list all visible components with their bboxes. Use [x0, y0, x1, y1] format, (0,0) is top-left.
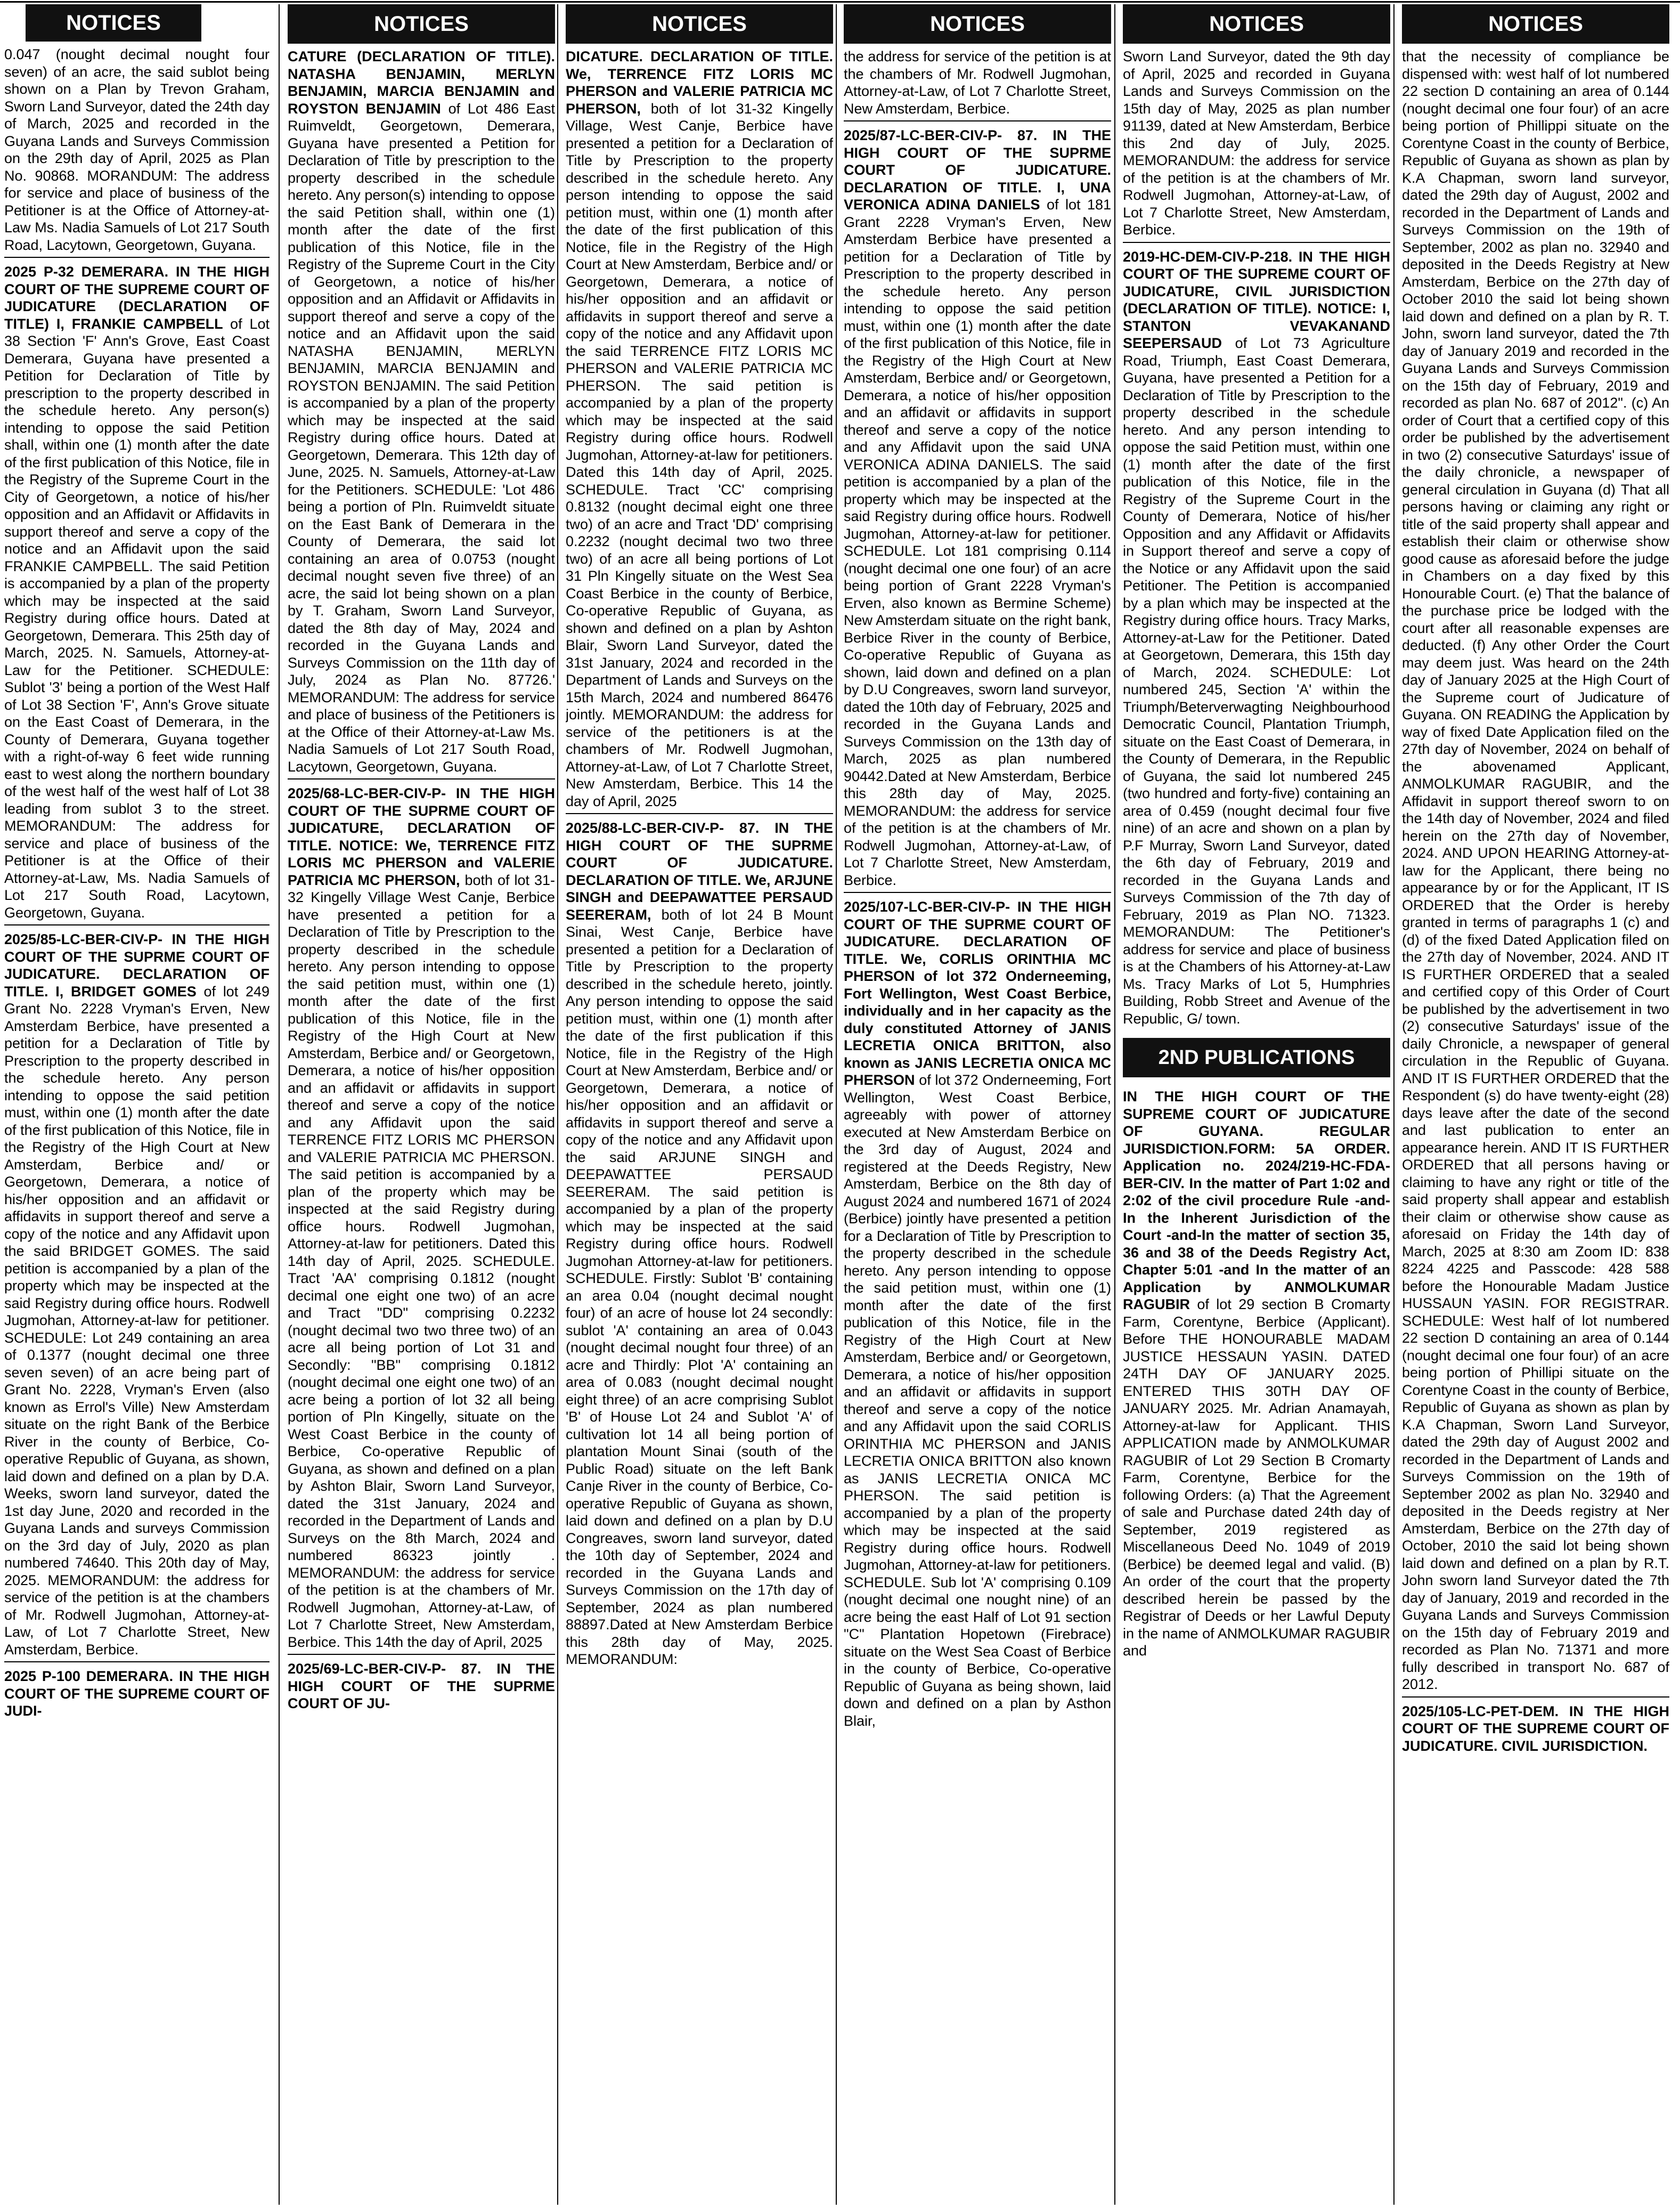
column-4 [844, 4, 1111, 2205]
notice-body: both of lot 31-32 Kingelly Village West Canje, Berbice have presented a petition for a Declaration of Title by Prescription to the property described in the schedule hereto. Any person intending to oppose the said petition must, within one (1) month after the date of the first publication of this Notice, file in the Registry of the High Court at New Amsterdam, Berbice and/ or Georgetown, Demerara, a notice of his/her opposition and an affidavit or affidavits in support thereof and serve a copy of the notice and any Affidavit upon the said TERRENCE FITZ LORIS MC PHERSON and VALERIE PATRICIA MC PHERSON. The said petition is accompanied by a plan of the property which may be inspected at the said Registry during office hours. Rodwell Jugmohan, Attorney-at-law for petitioners. Dated this 14th day of April, 2025. SCHEDULE. Tract 'AA' comprising 0.1812 (nought decimal one eight one two) of an acre and Tract "DD" comprising 0.2232 (nought decimal two two three two) of an acre all being portion of Lot 31 and Secondly: "BB" comprising 0.1812 (nought decimal one eight one two) of an acre being a portion of lot 32 all being portion of Pln Kingelly, situate on the West Coast Berbice in the county of Berbice, Co-operative Republic of Guyana, as shown and defined on a plan by Ashton Blair, Sworn Land Surveyor, dated the 31st January, 2024 and recorded in the Department of Lands and Surveys on the 8th March, 2024 and numbered 86323 jointly . MEMORANDUM: the address for service of the petition is at the chambers of Mr. Rodwell Jugmohan, Attorney-at-Law, of Lot 7 Charlotte Street, New Amsterdam, Berbice. This 14th the day of April, 2025 [288, 872, 555, 1650]
notice-case-title: 2025/88-LC-BER-CIV-P- 87. IN THE HIGH COURT OF THE SUPRME COURT OF JUDICATURE. DECLARATION OF TITLE. We, ARJUNE SINGH and DEEPAWATTEE PERSAUD SEERERAM, [566, 820, 833, 923]
notice-item [288, 1660, 555, 1716]
notice-body: of lot 29 section B Cromarty Farm, Corentyne, Berbice (Applicant). Before THE HONOURABLE MADAM JUSTICE HESSAUN YASIN. DATED 24TH DAY OF JANUARY 2025. ENTERED THIS 30TH DAY OF JANUARY 2025. Mr. Adrian Anamayah, Attorney-at-law for Applicant. THIS APPLICATION made by ANMOLKUMAR RAGUBIR of Lot 29 Section B Cromarty Farm, Corentyne, Berbice for the following Orders: (a) That the Agreement of sale and Purchase dated 24th day of September, 2019 registered as Miscellaneous Deed No. 1049 of 2019 (Berbice) be deemed legal and valid. (B) An order of the court that the property described herein be passed by the Registrar of Deeds or her Lawful Deputy in the name of ANMOLKUMAR RAGUBIR and [1123, 1296, 1390, 1659]
notices-heading: NOTICES [566, 4, 833, 44]
column-divider [279, 4, 280, 2205]
notice-body: Sworn Land Surveyor, dated the 9th day of April, 2025 and recorded in Guyana Lands and Surveys Commission on the 15th day of May, 2025 as plan number 91139, dated at New Amsterdam, Berbice this 2nd day of July, 2025. MEMORANDUM: the address for service of the petition is at the chambers of Mr. Rodwell Jugmohan, Attorney-at-Law, of Lot 7 Charlotte Street, New Amsterdam, Berbice. [1123, 48, 1390, 238]
notice-case-title: DICATURE. DECLARATION OF TITLE. We, TERRENCE FITZ LORIS MC PHERSON and VALERIE PATRICIA MC PHERSON, [566, 48, 833, 117]
notice-body: that the necessity of compliance be dispensed with: west half of lot numbered 22 section D containing an area of 0.144 (nought decimal one four four) of an acre being portion of Phillippi situate on the Corentyne Coast in the county of Berbice, Republic of Guyana as shown as plan by K.A Chapman, sworn land surveyor, dated the 29th day of August, 2002 and recorded in the Department of Lands and Surveys Commission on the 19th of September, 2002 as plan no. 32940 and deposited in the Deeds Registry at New Amsterdam, Berbice on the 27th day of October 2010 the said lot being shown laid down and defined on a plan by R. T. John, sworn land surveyor, dated the 7th day of January 2019 and recorded in the Guyana Lands and Surveys Commission on the 15th day of February, 2019 and recorded as plan No. 687 of 2012". (c) An order of Court that a certified copy of this order be published by the advertisement in two (2) consecutive Saturdays' issue of the daily chronicle, a newspaper of general circulation in Guyana (d) That all persons having or claiming any right or title of the said property shall appear and establish their claim or otherwise show good cause as aforesaid before the judge in Chambers on a day fixed by this Honourable Court. (e) That the balance of the purchase price be lodged with the court after all reasonable expenses are deducted. (f) Any other Order the Court may deem just. Was heard on the 24th day of January 2025 at the High Court of the Supreme court of Judicature of Guyana. ON READING the Application by way of fixed Date Application filed on the 27th day of November, 2024 on behalf of the abovenamed Applicant, ANMOLKUMAR RAGUBIR, and the Affidavit in support thereof sworn to on the 14th day of November, 2024 and filed herein on the 27th day of November, 2024. AND UPON HEARING Attorney-at-law for the Applicant, there being no appearance by or for the Applicant, IT IS ORDERED that the Order is hereby granted in terms of paragraphs 1 (c) and (d) of the fixed Dated Application filed on the 27th day of November, 2024. AND IT IS FURTHER ORDERED that a sealed and certified copy of this Order of Court be published by the advertisement in two (2) consecutive Saturdays' issue of the daily Chronicle, a newspaper of general circulation in the Republic of Guyana. AND IT IS FURTHER ORDERED that the Respondent (s) do have twenty-eight (28) days leave after the date of the second and last publication to enter an appearance herein. AND IT IS FURTHER ORDERED that all persons having or claiming to have any right or title of the said property shall appear and establish their claim or otherwise show cause as aforesaid on Friday the 14th day of March, 2025 at 8:30 am Zoom ID: 838 8224 4225 and Passcode: 428 588 before the Honourable Madam Justice HUSSAUN YASIN. FOR REGISTRAR. SCHEDULE: West half of lot numbered 22 section D containing an area of 0.144 (nought decimal one four four) of an acre being portion of Phillipi situate on the Corentyne Coast in the county of Berbice, Republic of Guyana as shown as plan by K.A Chapman, Sworn Land Surveyor, dated the 29th day of August 2002 and recorded in the Department of Lands and Surveys Commission on the 19th of September 2002 as plan No. 32940 and deposited in the Deeds registry at Ner Amsterdam, Berbice on the 27th day of October, 2010 the said lot being shown laid down and defined on a plan by R.T. John sworn land Surveyor dated the 7th day of January, 2019 and recorded in the Guyana Lands and Surveys Commission on the 15th day of February 2019 and recorded as Plan No. 71371 and more fully described in transport No. 687 of 2012. [1402, 48, 1669, 1692]
notice-case-title: 2025/105-LC-PET-DEM. IN THE HIGH COURT OF THE SUPREME COURT OF JUDICATURE. CIVIL JURISDICTION. [1402, 1703, 1669, 1754]
notice-case-title: 2025 P-32 DEMERARA. IN THE HIGH COURT OF THE SUPREME COURT OF JUDICATURE (DECLARATION OF TITLE) I, FRANKIE CAMPBELL [4, 264, 270, 332]
notice-item [4, 931, 270, 1662]
notice-body: of lot 372 Onderneeming, Fort Wellington, West Coast Berbice, agreeably with power of attorney executed at New Amsterdam Berbice on the 3rd day of August, 2024 and registered at the Deeds Registry, New Amsterdam, Berbice on the 8th day of August 2024 and numbered 1671 of 2024 (Berbice) jointly have presented a petition for a Declaration of Title by Prescription to the property described in the schedule hereto. Any person intending to oppose the said petition must, within one (1) month after the date of the first publication of this Notice, file in the Registry of the High Court at New Amsterdam, Berbice and/ or Georgetown, Demerara, a notice of his/her opposition and an affidavit or affidavits in support thereof and serve a copy of the notice and any Affidavit upon the said CORLIS ORINTHIA MC PHERSON and JANIS LECRETIA ONICA BRITTON also known as JANIS LECRETIA ONICA MC PHERSON. The said petition is accompanied by a plan of the property which may be inspected at the said Registry during office hours. Rodwell Jugmohan, Attorney-at-law for petitioners. SCHEDULE. Sub lot 'A' comprising 0.109 (nought decimal one nought nine) of an acre being the east Half of Lot 91 section "C" Plantation Hopetown (Firebrace) situate on the West Sea Coast of Berbice in the county of Berbice, Co-operative Republic of Guyana as being shown, laid down and defined on a plan by Asthon Blair, [844, 1072, 1111, 1729]
notice-case-title: 2025 P-100 DEMERARA. IN THE HIGH COURT OF THE SUPREME COURT OF JUDI- [4, 1668, 270, 1719]
notices-heading: NOTICES [288, 4, 555, 44]
notice-case-title: 2019-HC-DEM-CIV-P-218. IN THE HIGH COURT OF THE SUPREME COURT OF JUDICATURE, CIVIL JURISDICTION (DECLARATION OF TITLE). NOTICE: I, STANTON VEVAKANAND SEEPERSAUD [1123, 248, 1390, 351]
notice-body: of Lot 486 East Ruimveldt, Georgetown, Demerara, Guyana have presented a Petition for Declaration of Title by prescription to the property described in the schedule hereto. Any person(s) intending to oppose the said Petition shall, within one (1) month after the date of the first publication of this Notice, file in the Registry of the Supreme Court in the City of Georgetown, a notice of his/her opposition and an Affidavit or Affidavits in support thereof and serve a copy of the notice and an Affidavit upon the said NATASHA BENJAMIN, MERLYN BENJAMIN, MARCIA BENJAMIN and ROYSTON BENJAMIN. The said Petition is accompanied by a plan of the property which may be inspected at the said Registry during office hours. Dated at Georgetown, Demerara. This 12th day of June, 2025. N. Samuels, Attorney-at-Law for the Petitioners. SCHEDULE: 'Lot 486 being a portion of Pln. Ruimveldt situate on the East Bank of Demerara in the County of Demerara, the said lot containing an area of 0.0753 (nought decimal nought seven five three) of an acre, the said lot being shown on a plan by T. Graham, Sworn Land Surveyor, dated the 8th day of May, 2024 and recorded in the Guyana Lands and Surveys Commission on the 11th day of July, 2024 as Plan No. 87726.' MEMORANDUM: The address for service and place of business of the Petitioners is at the Office of their Attorney-at-Law Ms. Nadia Samuels of Lot 217 South Road, Lacytown, Georgetown, Guyana. [288, 100, 555, 775]
column-divider [1114, 4, 1115, 2205]
column-5 [1123, 4, 1390, 2205]
column-divider [1393, 4, 1394, 2205]
column-divider [836, 4, 837, 2205]
notice-case-title: 2025/69-LC-BER-CIV-P- 87. IN THE HIGH COURT OF THE SUPRME COURT OF JU- [288, 1661, 555, 1711]
notice-item [1123, 1088, 1390, 1663]
notice-item [566, 819, 833, 1671]
notice-body: both of lot 24 B Mount Sinai, West Canje, Berbice have presented a petition for a Declaration of Title by Prescription to the property described in the schedule hereto, jointly. Any person intending to oppose the said petition must, within one (1) month after the date of the first publication if this Notice, file in the Registry of the High Court at New Amsterdam, Berbice and/ or Georgetown, Demerara, a notice of his/her opposition and an affidavit or affidavits in support thereof and serve a copy of the notice and any Affidavit upon the said ARJUNE SINGH and DEEPAWATTEE PERSAUD SEERERAM. The said petition is accompanied by a plan of the property which may be inspected at the said Registry during office hours. Rodwell Jugmohan Attorney-at-law for petitioners. SCHEDULE. Firstly: Sublot 'B' containing an area 0.04 (nought decimal nought four) of an acre of house lot 24 secondly: sublot 'A' containing an area of 0.043 (nought decimal nought four three) of an acre and Thirdly: Plot 'A' containing an area of 0.083 (nought decimal nought eight three) of an acre comprising Sublot 'B' of House Lot 24 and Sublot 'A' of cultivation lot 14 all being portion of plantation Mount Sinai (south of the Public Road) situate on the left Bank Canje River in the county of Berbice, Co-operative Republic of Guyana as shown, laid down and defined on a plan by D.U Congreaves, sworn land surveyor, dated the 10th day of September, 2024 and recorded in the Guyana Lands and Surveys Commission on the 17th day of September, 2024 as plan numbered 88897.Dated at New Amsterdam Berbice this 28th day of May, 2025. MEMORANDUM: [566, 906, 833, 1667]
notice-item [844, 127, 1111, 893]
second-publications-heading: 2ND PUBLICATIONS [1123, 1038, 1390, 1077]
notice-item [288, 48, 555, 779]
notices-heading: NOTICES [1402, 4, 1669, 44]
column-1 [4, 4, 270, 2205]
column-6 [1402, 4, 1669, 2205]
notice-body: the address for service of the petition is at the chambers of Mr. Rodwell Jugmohan, Attorney-at-Law, of Lot 7 Charlotte Street, New Amsterdam, Berbice. [844, 48, 1111, 117]
notice-body: 0.047 (nought decimal nought four seven) of an acre, the said sublot being shown on a Plan by Trevon Graham, Sworn Land Surveyor, dated the 24th day of March, 2025 and recorded in the Guyana Lands and Surveys Commission on the 29th day of April, 2025 as Plan No. 90868. MORANDUM: The address for service and place of business of the Petitioner is at the Office of Attorney-at-Law Ms. Nadia Samuels of Lot 217 South Road, Lacytown, Georgetown, Guyana. [4, 46, 270, 253]
notice-item [844, 48, 1111, 121]
notice-item [1402, 1703, 1669, 1758]
notices-heading: NOTICES [1123, 4, 1390, 44]
notice-item [288, 785, 555, 1655]
column-2 [288, 4, 555, 2205]
column-divider [557, 4, 558, 2205]
notice-item [566, 48, 833, 814]
notice-item [4, 46, 270, 258]
notice-item [4, 1668, 270, 1723]
notice-body: of Lot 73 Agriculture Road, Triumph, East Coast Demerara, Guyana, have presented a Petition for a Declaration of Title by Prescription to the property described in the schedule hereto. And any person intending to oppose the said Petition must, within one (1) month after the date of the first publication of this Notice, file in the Registry of the Supreme Court in the County of Demerara, Notice of his/her Opposition and any Affidavit or Affidavits in Support thereof and serve a copy of the Notice or any Affidavit upon the said Petitioner. The Petition is accompanied by a plan which may be inspected at the Registry during office hours. Tracy Marks, Attorney-at-Law for the Petitioner. Dated at Georgetown, Demerara, this 15th day of March, 2024. SCHEDULE: Lot numbered 245, Section 'A' within the Triumph/Beterverwagting Neighbourhood Democratic Council, Plantation Triumph, situate on the East Coast of Demerara, in the County of Demerara, in the Republic of Guyana, the said lot numbered 245 (two hundred and forty-five) containing an area of 0.459 (nought decimal four five nine) of an acre and shown on a plan by P.F Murray, Sworn Land Surveyor, dated the 6th day of February, 2019 and recorded in the Guyana Lands and Surveys Commission of the 7th day of February, 2019 as Plan NO. 71323. MEMORANDUM: The Petitioner's address for service and place of business is at the Chambers of his Attorney-at-Law Ms. Tracy Marks of Lot 5, Humphries Building, Robb Street and Avenue of the Republic, G/ town. [1123, 335, 1390, 1027]
notice-case-title: CATURE (DECLARATION OF TITLE). NATASHA BENJAMIN, MERLYN BENJAMIN, MARCIA BENJAMIN and ROYSTON BENJAMIN [288, 48, 555, 117]
notice-case-title: 2025/85-LC-BER-CIV-P- IN THE HIGH COURT OF THE SUPRME COURT OF JUDICATURE. DECLARATION OF TITLE. I, BRIDGET GOMES [4, 931, 270, 1000]
notice-case-title: 2025/87-LC-BER-CIV-P- 87. IN THE HIGH COURT OF THE SUPRME COURT OF JUDICATURE. DECLARATION OF TITLE. I, UNA VERONICA ADINA DANIELS [844, 127, 1111, 213]
notices-heading: NOTICES [26, 4, 201, 42]
notice-case-title: 2025/68-LC-BER-CIV-P- IN THE HIGH COURT OF THE SUPRME COURT OF JUDICATURE, DECLARATION OF TITLE. NOTICE: We, TERRENCE FITZ LORIS MC PHERSON and VALERIE PATRICIA MC PHERSON, [288, 785, 555, 888]
notice-body: of lot 249 Grant No. 2228 Vryman's Erven, New Amsterdam Berbice, have presented a petition for a Declaration of Title by Prescription to the property described in the schedule hereto. Any person intending to oppose the said petition must, within one (1) month after the date of the first publication of this Notice, file in the Registry of the High Court at New Amsterdam, Berbice and/ or Georgetown, Demerara, a notice of his/her opposition and an affidavit or affidavits in support thereof and serve a copy of the notice and any Affidavit upon the said BRIDGET GOMES. The said petition is accompanied by a plan of the property which may be inspected at the said Registry during office hours. Rodwell Jugmohan, Attorney-at-law for petitioner. SCHEDULE: Lot 249 containing an area of 0.1377 (nought decimal one three seven seven) of an acre being part of Grant No. 2228, Vryman's Erven (also known as Errol's Ville) New Amsterdam situate on the right Bank of the Berbice River in the county of Berbice, Co-operative Republic of Guyana, as shown, laid down and defined on a plan by D.A. Weeks, sworn land surveyor, dated the 1st day June, 2020 and recorded in the Guyana Lands and surveys Commission on the 3rd day of July, 2020 as plan numbered 74640. This 20th day of May, 2025. MEMORANDUM: the address for service of the petition is at the chambers of Mr. Rodwell Jugmohan, Attorney-at-Law, of Lot 7 Charlotte Street, New Amsterdam, Berbice. [4, 983, 270, 1658]
column-3 [566, 4, 833, 2205]
notice-case-title: IN THE HIGH COURT OF THE SUPREME COURT OF JUDICATURE OF GUYANA. REGULAR JURISDICTION.FORM: 5A ORDER. Application no. 2024/219-HC-FDA-BER-CIV. In the matter of Part 1:02 and 2:02 of the civil procedure Rule -and- In the Inherent Jurisdiction of the Court -and-In the matter of section 35, 36 and 38 of the Deeds Registry Act, Chapter 5:01 -and In the matter of an Application by ANMOLKUMAR RAGUBIR [1123, 1089, 1390, 1312]
notice-item [844, 898, 1111, 1733]
notice-case-title: 2025/107-LC-BER-CIV-P- IN THE HIGH COURT OF THE SUPRME COURT OF JUDICATURE. DECLARATION OF TITLE. We, CORLIS ORINTHIA MC PHERSON of lot 372 Onderneeming, Fort Wellington, West Coast Berbice, individually and in her capacity as the duly constituted Attorney of JANIS LECRETIA ONICA BRITTON, also known as JANIS LECRETIA ONICA MC PHERSON [844, 899, 1111, 1088]
notice-item [1402, 48, 1669, 1698]
notices-heading: NOTICES [844, 4, 1111, 44]
notice-item [1123, 248, 1390, 1031]
notice-body: of Lot 38 Section 'F' Ann's Grove, East Coast Demerara, Guyana have presented a Petition for Declaration of Title by prescription to the property described in the schedule hereto. Any person(s) intending to oppose the said Petition shall, within one (1) month after the date of the first publication of this Notice, file in the Registry of the Supreme Court in the City of Georgetown, a notice of his/her opposition and an Affidavit or Affidavits in support thereof and serve a copy of the notice and an Affidavit upon the said FRANKIE CAMPBELL. The said Petition is accompanied by a plan of the property which may be inspected at the said Registry during office hours. Dated at Georgetown, Demerara. This 25th day of March, 2025. N. Samuels, Attorney-at-Law for the Petitioner. SCHEDULE: Sublot '3' being a portion of the West Half of Lot 38 Section 'F', Ann's Grove situate on the East Coast of Demerara, in the County of Demerara, Guyana together with a right-of-way 6 feet wide running east to west along the northern boundary of the west half of the west half of Lot 38 leading from sublot 3 to the street. MEMORANDUM: The address for service and place of business of the Petitioner is at the Office of their Attorney-at-Law, Ms. Nadia Samuels of Lot 217 South Road, Lacytown, Georgetown, Guyana. [4, 315, 270, 921]
notice-item [1123, 48, 1390, 243]
notice-body: of lot 181 Grant 2228 Vryman's Erven, New Amsterdam Berbice have presented a petition for a Declaration of Title by Prescription to the property described in the schedule hereto. Any person intending to oppose the said petition must, within one (1) month after the date of the first publication of this Notice, file in the Registry of the High Court at New Amsterdam, Berbice and/ or Georgetown, Demerara, a notice of his/her opposition and an affidavit or affidavits in support thereof and serve a copy of the notice and any Affidavit upon the said UNA VERONICA ADINA DANIELS. The said petition is accompanied by a plan of the property which may be inspected at the said Registry during office hours. Rodwell Jugmohan, Attorney-at-law for petitioner. SCHEDULE. Lot 181 comprising 0.114 (nought decimal one one four) of an acre being portion of Grant 2228 Vryman's Erven, also known as Bermine Scheme) New Amsterdam situate on the right bank, Berbice River in the county of Berbice, Co-operative Republic of Guyana as shown, laid down and defined on a plan by D.U Congreaves, sworn land surveyor, dated the 10th day of February, 2025 and recorded in the Guyana Lands and Surveys Commission on the 13th day of March, 2025 as plan numbered 90442.Dated at New Amsterdam, Berbice this 28th day of May, 2025. MEMORANDUM: the address for service of the petition is at the chambers of Mr. Rodwell Jugmohan, Attorney-at-Law, of Lot 7 Charlotte Street, New Amsterdam, Berbice. [844, 197, 1111, 888]
notice-body: both of lot 31-32 Kingelly Village, West Canje, Berbice have presented a petition for a Declaration of Title by Prescription to the property described in the schedule hereto. Any person intending to oppose the said petition must, within one (1) month after the date of the first publication of this Notice, file in the Registry of the High Court at New Amsterdam, Berbice and/ or Georgetown, Demerara, a notice of his/her opposition and an affidavit or affidavits in support thereof and serve a copy of the notice and any Affidavit upon the said TERRENCE FITZ LORIS MC PHERSON and VALERIE PATRICIA MC PHERSON. The said petition is accompanied by a plan of the property which may be inspected at the said Registry during office hours. Rodwell Jugmohan, Attorney-at-law for petitioners. Dated this 14th day of April, 2025. SCHEDULE. Tract 'CC' comprising 0.8132 (nought decimal eight one three two) of an acre and Tract 'DD' comprising 0.2232 (nought decimal two two three two) of an acre all being portions of Lot 31 Pln Kingelly situate on the West Sea Coast Berbice in the county of Berbice, Co-operative Republic of Guyana, as shown and defined on a plan by Ashton Blair, Sworn Land Surveyor, dated the 31st January, 2024 and recorded in the Department of Lands and Surveys on the 15th March, 2024 and numbered 86476 jointly. MEMORANDUM: the address for service of the petitioners is at the chambers of Mr. Rodwell Jugmohan, Attorney-at-Law, of Lot 7 Charlotte Street, New Amsterdam, Berbice. This 14 the day of April, 2025 [566, 100, 833, 809]
notice-item [4, 263, 270, 925]
